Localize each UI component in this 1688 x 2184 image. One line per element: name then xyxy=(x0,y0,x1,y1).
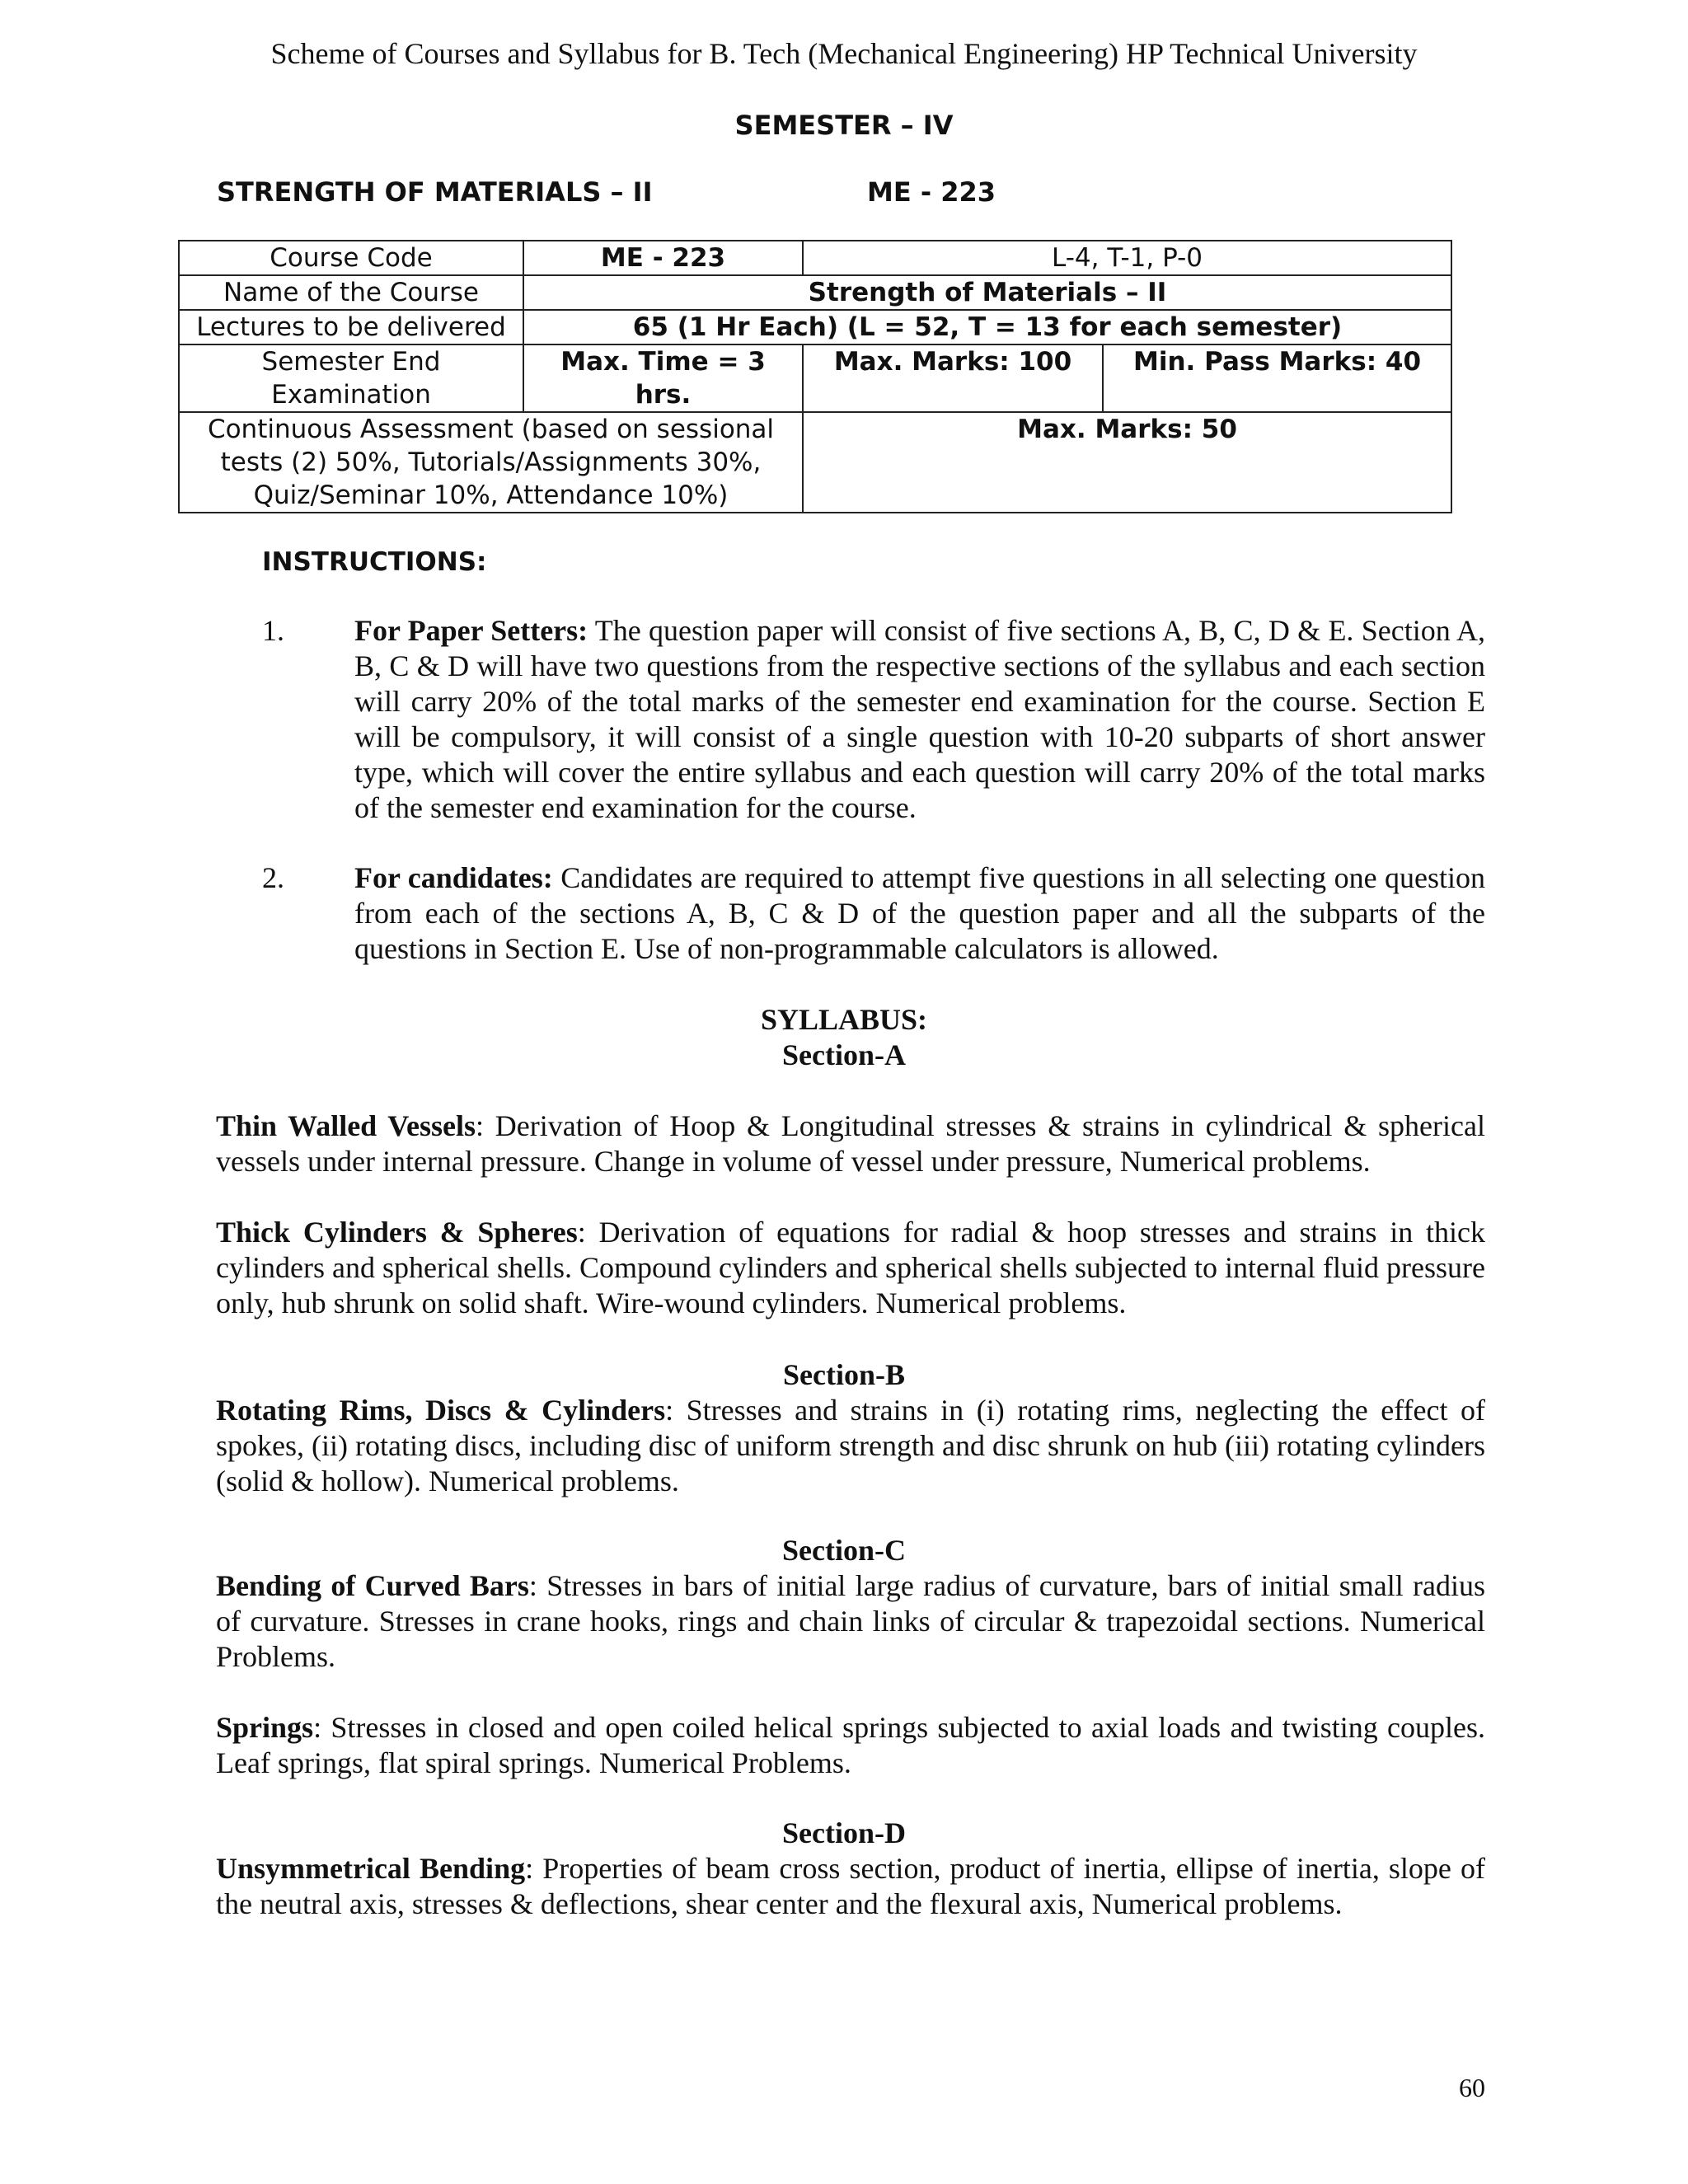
instruction-number: 1. xyxy=(262,614,284,647)
course-name-label: Name of the Course xyxy=(179,275,523,310)
course-code-label: Course Code xyxy=(179,241,523,275)
assessment-marks: Max. Marks: 50 xyxy=(803,412,1451,513)
table-row xyxy=(179,344,1451,412)
subject-code: ME - 223 xyxy=(867,176,996,208)
section-d-heading: Section-D xyxy=(782,1816,906,1849)
instruction-item xyxy=(354,860,1485,967)
table-row xyxy=(179,310,1451,344)
table-row xyxy=(179,275,1451,310)
instruction-lead: For Paper Setters: xyxy=(354,614,588,647)
topic-text: : Derivation of equations for radial & hoop stresses and strains in thick cylinders and spherical shells. Compound cylinders and spherical shells subjected to internal fluid pressure only, hub shrunk on solid shaft. Wire-wound cylinders. Numerical problems. xyxy=(216,1216,1485,1319)
exam-max-marks: Max. Marks: 100 xyxy=(803,344,1103,412)
assessment-label: Continuous Assessment (based on sessional tests (2) 50%, Tutorials/Assignments 30%, Quiz/Seminar 10%, Attendance 10%) xyxy=(179,412,803,513)
topic-title: Thin Walled Vessels xyxy=(216,1109,476,1142)
topic-text: : Stresses in bars of initial large radius of curvature, bars of initial small radius of curvature. Stresses in crane hooks, rings and chain links of circular & trapezoidal sections. Numerical Problems. xyxy=(216,1569,1485,1673)
topic-title: Springs xyxy=(216,1711,314,1744)
topic-text: : Stresses in closed and open coiled helical springs subjected to axial loads and twisting couples. Leaf springs, flat spiral springs. Numerical Problems. xyxy=(216,1711,1485,1779)
instruction-item xyxy=(354,613,1485,826)
lectures-label: Lectures to be delivered xyxy=(179,310,523,344)
topic-title: Bending of Curved Bars xyxy=(216,1569,529,1602)
topic-title: Thick Cylinders & Spheres xyxy=(216,1216,578,1249)
topic-text: : Stresses and strains in (i) rotating rims, neglecting the effect of spokes, (ii) rotating discs, including disc of uniform strength and disc shrunk on hub (iii) rotating cylinders (solid & hollow). Numerical problems. xyxy=(216,1394,1485,1497)
instruction-text: Candidates are required to attempt five questions in all selecting one question from each of the sections A, B, C & D of the question paper and all the subparts of the questions in Section E. Use of non-programmable calculators is allowed. xyxy=(354,861,1486,965)
topic-paragraph xyxy=(216,1851,1485,1922)
section-c-heading: Section-C xyxy=(782,1534,906,1567)
table-row xyxy=(179,412,1451,513)
instruction-text: The question paper will consist of five sections A, B, C, D & E. Section A, B, C & D will have two questions from the respective sections of the syllabus and each section will carry 20% of the total marks of the semester end examination for the course. Section E will be compulsory, it will consist of a single question with 10-20 subparts of short answer type, which will cover the entire syllabus and each question will carry 20% of the total marks of the semester end examination for the course. xyxy=(354,614,1485,824)
course-code-value: ME - 223 xyxy=(523,241,803,275)
syllabus-heading: SYLLABUS: xyxy=(760,1003,928,1036)
document-header: Scheme of Courses and Syllabus for B. Tech (Mechanical Engineering) HP Technical University xyxy=(270,37,1418,70)
course-name-value: Strength of Materials – II xyxy=(523,275,1451,310)
lectures-value: 65 (1 Hr Each) (L = 52, T = 13 for each semester) xyxy=(523,310,1451,344)
topic-text: : Properties of beam cross section, product of inertia, ellipse of inertia, slope of the neutral axis, stresses & deflections, shear center and the flexural axis, Numerical problems. xyxy=(216,1852,1485,1920)
course-details-table xyxy=(178,240,1452,513)
topic-title: Unsymmetrical Bending xyxy=(216,1852,526,1885)
topic-paragraph xyxy=(216,1108,1485,1179)
exam-min-marks: Min. Pass Marks: 40 xyxy=(1103,344,1451,412)
page-number: 60 xyxy=(1459,2073,1485,2102)
exam-time: Max. Time = 3 hrs. xyxy=(523,344,803,412)
topic-paragraph xyxy=(216,1393,1485,1499)
topic-paragraph xyxy=(216,1215,1485,1321)
semester-heading: SEMESTER – IV xyxy=(734,110,954,141)
instruction-number: 2. xyxy=(262,861,284,894)
instruction-lead: For candidates: xyxy=(354,861,553,894)
exam-label: Semester End Examination xyxy=(179,344,523,412)
section-a-heading: Section-A xyxy=(782,1038,906,1071)
subject-name: STRENGTH OF MATERIALS – II xyxy=(217,176,653,208)
section-b-heading: Section-B xyxy=(783,1358,905,1391)
instructions-heading: INSTRUCTIONS: xyxy=(262,547,487,577)
table-row xyxy=(179,241,1451,275)
ltp-value: L-4, T-1, P-0 xyxy=(803,241,1451,275)
topic-title: Rotating Rims, Discs & Cylinders xyxy=(216,1394,666,1427)
topic-paragraph xyxy=(216,1568,1485,1675)
topic-text: : Derivation of Hoop & Longitudinal stresses & strains in cylindrical & spherical vessels under internal pressure. Change in volume of vessel under pressure, Numerical problems. xyxy=(216,1109,1485,1178)
topic-paragraph xyxy=(216,1710,1485,1781)
